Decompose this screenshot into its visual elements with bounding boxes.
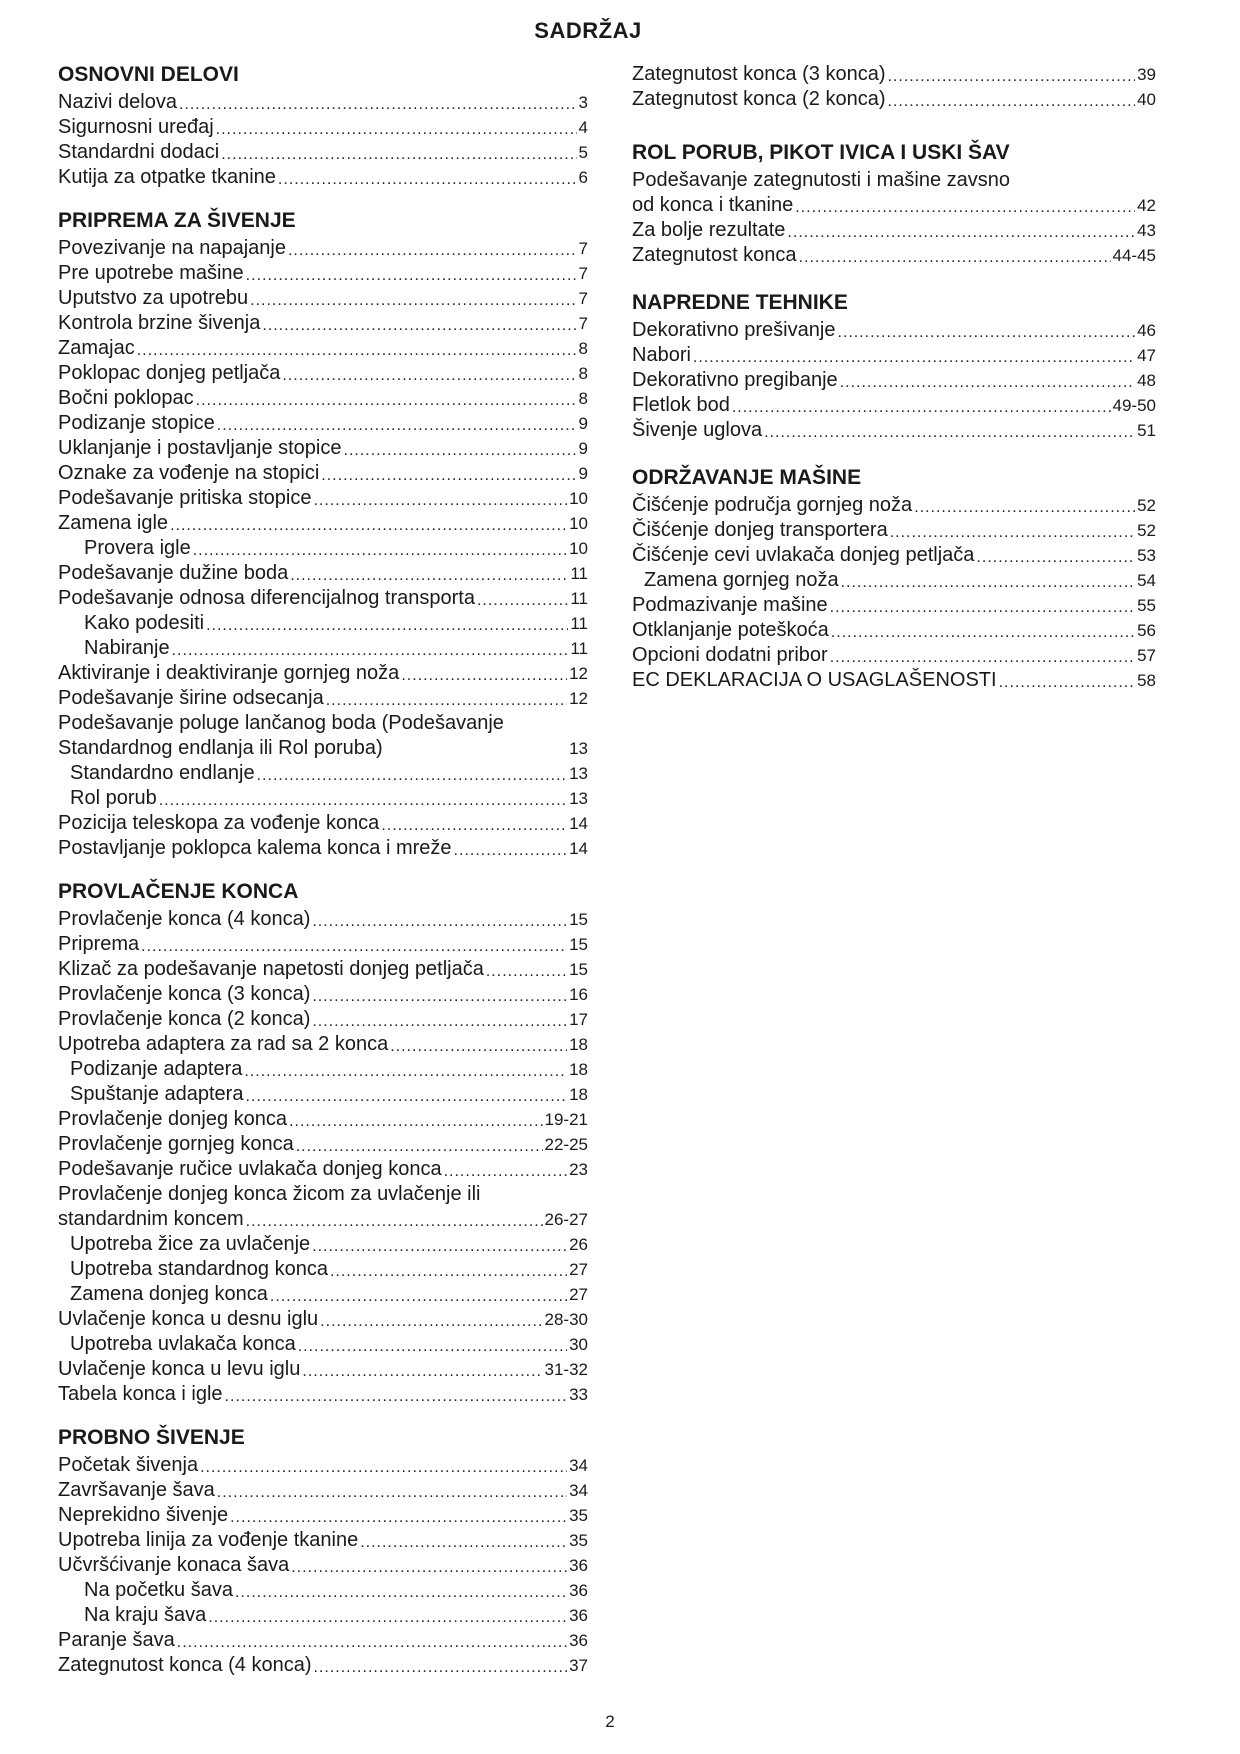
toc-entry[interactable]: Poklopac donjeg petljača ..... 8 [58,361,588,386]
toc-entry[interactable]: Tabela konca i igle ..... 33 [58,1382,588,1407]
toc-entry[interactable]: Podmazivanje mašine ..... 55 [632,593,1156,618]
toc-entry[interactable]: Na kraju šava ..... 36 [58,1603,588,1628]
toc-entry[interactable]: Fletlok bod ..... 49-50 [632,393,1156,418]
toc-entry[interactable]: Čišćenje područja gornjeg noža ..... 52 [632,493,1156,518]
toc-entry[interactable]: Zamena gornjeg noža ..... 54 [632,568,1156,593]
toc-entry[interactable]: Neprekidno šivenje ..... 35 [58,1503,588,1528]
toc-entry[interactable]: Sigurnosni uređaj ..... 4 [58,115,588,140]
toc-entry[interactable]: Klizač za podešavanje napetosti donjeg petljača ..... 15 [58,957,588,982]
toc-entry[interactable]: Zategnutost konca (3 konca) ..... 39 [632,62,1156,87]
page-title: SADRŽAJ [534,18,642,43]
toc-entry[interactable]: Čišćenje donjeg transportera ..... 52 [632,518,1156,543]
toc-entry[interactable]: Upotreba linija za vođenje tkanine ..... 35 [58,1528,588,1553]
section-title: PRIPREMA ZA ŠIVENJE [58,209,296,232]
toc-entry[interactable]: Provlačenje konca (4 konca) ..... 15 [58,907,588,932]
toc-entry[interactable]: Podešavanje odnosa diferencijalnog transporta ..... 11 [58,586,588,611]
toc-entry[interactable]: Spuštanje adaptera ..... 18 [58,1082,588,1107]
toc-entry[interactable]: Paranje šava ..... 36 [58,1628,588,1653]
toc-entry[interactable]: Podešavanje ručice uvlakača donjeg konca ..... 23 [58,1157,588,1182]
section-odrzavanje [632,465,1156,693]
section-rol-porub [632,140,1156,268]
section-napredne-tehnike [632,290,1156,443]
toc-entry[interactable]: Provlačenje donjeg konca ..... 19-21 [58,1107,588,1132]
toc-entry[interactable]: Zamena igle ..... 10 [58,511,588,536]
toc-entry[interactable]: Dekorativno pregibanje ..... 48 [632,368,1156,393]
toc-entry[interactable]: Podizanje stopice ..... 9 [58,411,588,436]
toc-entry[interactable]: Upotreba standardnog konca ..... 27 [58,1257,588,1282]
section-osnovni-delovi [58,62,588,190]
section-title: ODRŽAVANJE MAŠINE [632,466,862,489]
page-number: 2 [605,1712,615,1731]
toc-entry[interactable]: Standardni dodaci ..... 5 [58,140,588,165]
section-provlacenje [58,879,588,1407]
toc-entry[interactable]: Početak šivenja ..... 34 [58,1453,588,1478]
toc-entry[interactable]: Za bolje rezultate ..... 43 [632,218,1156,243]
toc-entry[interactable]: Uvlačenje konca u desnu iglu ..... 28-30 [58,1307,588,1332]
toc-entry[interactable]: Priprema ..... 15 [58,932,588,957]
toc-entry[interactable]: Oznake za vođenje na stopici ..... 9 [58,461,588,486]
section-title: PROBNO ŠIVENJE [58,1426,245,1449]
toc-entry[interactable]: Zategnutost konca ..... 44-45 [632,243,1156,268]
section-title: OSNOVNI DELOVI [58,63,239,86]
toc-entry[interactable]: Provlačenje donjeg konca žicom za uvlačenje ili standardnim koncem ..... 26-27 [58,1182,588,1232]
toc-entry[interactable]: Čišćenje cevi uvlakača donjeg petljača ..... 53 [632,543,1156,568]
toc-entry[interactable]: Dekorativno prešivanje ..... 46 [632,318,1156,343]
toc-entry[interactable]: Uklanjanje i postavljanje stopice ..... 9 [58,436,588,461]
toc-entry[interactable]: Podešavanje dužine boda ..... 11 [58,561,588,586]
section-title: ROL PORUB, PIKOT IVICA I USKI ŠAV [632,141,1010,164]
toc-column-right [632,62,1156,711]
toc-entry[interactable]: Šivenje uglova ..... 51 [632,418,1156,443]
toc-entry[interactable]: Kako podesiti ..... 11 [58,611,588,636]
toc-entry[interactable]: Provlačenje konca (2 konca) ..... 17 [58,1007,588,1032]
toc-entry[interactable]: Kutija za otpatke tkanine ..... 6 [58,165,588,190]
toc-entry[interactable]: Standardno endlanje ..... 13 [58,761,588,786]
toc-entry[interactable]: Uputstvo za upotrebu ..... 7 [58,286,588,311]
section-title: PROVLAČENJE KONCA [58,880,299,903]
toc-entry[interactable]: Opcioni dodatni pribor ..... 57 [632,643,1156,668]
toc-entry[interactable]: Učvršćivanje konaca šava ..... 36 [58,1553,588,1578]
toc-entry[interactable]: Provlačenje konca (3 konca) ..... 16 [58,982,588,1007]
toc-entry[interactable]: Pre upotrebe mašine ..... 7 [58,261,588,286]
toc-entry[interactable]: Nabiranje ..... 11 [58,636,588,661]
toc-entry[interactable]: Podešavanje zategnutosti i mašine zavsno od konca i tkanine ..... 42 [632,168,1156,218]
toc-entry[interactable]: Zamajac ..... 8 [58,336,588,361]
toc-entry[interactable]: Zategnutost konca (4 konca) ..... 37 [58,1653,588,1678]
section-probno-sivenje [58,1425,588,1678]
toc-entry[interactable]: Završavanje šava ..... 34 [58,1478,588,1503]
toc-entry[interactable]: Nabori ..... 47 [632,343,1156,368]
toc-entry[interactable]: Uvlačenje konca u levu iglu ..... 31-32 [58,1357,588,1382]
toc-entry[interactable]: Postavljanje poklopca kalema konca i mreže ..... 14 [58,836,588,861]
toc-entry[interactable]: Rol porub ..... 13 [58,786,588,811]
toc-entry[interactable]: Pozicija teleskopa za vođenje konca ..... 14 [58,811,588,836]
toc-entry[interactable]: EC DEKLARACIJA O USAGLAŠENOSTI ..... 58 [632,668,1156,693]
toc-entry[interactable]: Zamena donjeg konca ..... 27 [58,1282,588,1307]
toc-column-left [58,62,588,1696]
toc-entry[interactable]: Zategnutost konca (2 konca) ..... 40 [632,87,1156,112]
toc-entry[interactable]: Upotreba uvlakača konca ..... 30 [58,1332,588,1357]
toc-entry[interactable]: Provera igle ..... 10 [58,536,588,561]
toc-entry[interactable]: Povezivanje na napajanje ..... 7 [58,236,588,261]
toc-entry[interactable]: Otklanjanje poteškoća ..... 56 [632,618,1156,643]
toc-entry[interactable]: Podešavanje poluge lančanog boda (Podešavanje Standardnog endlanja ili Rol poruba) 13 [58,712,588,759]
section-priprema [58,208,588,861]
toc-entry[interactable]: Podešavanje pritiska stopice ..... 10 [58,486,588,511]
toc-entry[interactable]: Podešavanje širine odsecanja ..... 12 [58,686,588,711]
toc-entry[interactable]: Na početku šava ..... 36 [58,1578,588,1603]
section-continued [632,62,1156,112]
toc-entry[interactable]: Aktiviranje i deaktiviranje gornjeg noža ..... 12 [58,661,588,686]
toc-entry[interactable]: Podizanje adaptera ..... 18 [58,1057,588,1082]
toc-entry[interactable]: Upotreba adaptera za rad sa 2 konca ..... 18 [58,1032,588,1057]
toc-entry[interactable]: Upotreba žice za uvlačenje ..... 26 [58,1232,588,1257]
toc-entry[interactable]: Nazivi delova ..... 3 [58,90,588,115]
toc-entry[interactable]: Bočni poklopac ..... 8 [58,386,588,411]
section-title: NAPREDNE TEHNIKE [632,291,848,314]
toc-entry[interactable]: Provlačenje gornjeg konca ..... 22-25 [58,1132,588,1157]
toc-entry[interactable]: Kontrola brzine šivenja ..... 7 [58,311,588,336]
